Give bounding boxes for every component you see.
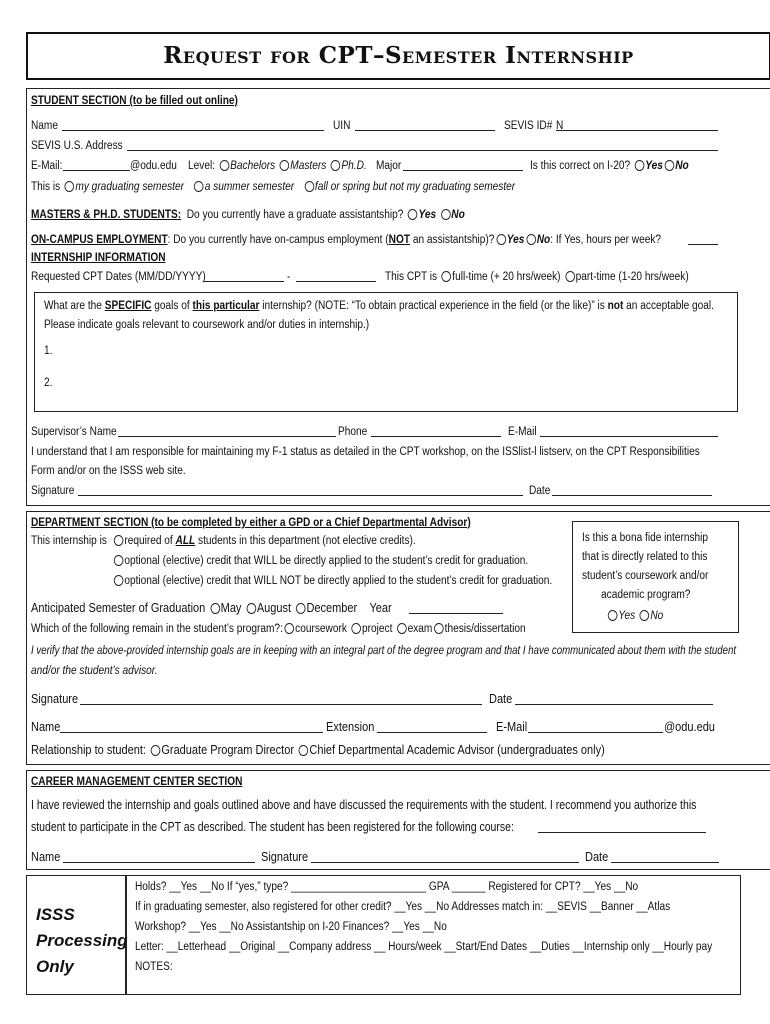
student-section-heading: STUDENT SECTION (to be filled out online) (31, 95, 238, 107)
dept-email-domain: @odu.edu (664, 720, 715, 734)
thesis-radio[interactable] (434, 623, 444, 634)
sem-fall-spring-radio[interactable] (304, 181, 314, 192)
email-field[interactable] (63, 170, 130, 171)
grad-may-radio[interactable] (210, 603, 220, 614)
isss-row-3: Workshop? __Yes __No Assistantship on I-20 Finances? __Yes __No (135, 921, 447, 933)
goals-specific: SPECIFIC (104, 300, 152, 312)
required-all: ALL (175, 535, 196, 547)
anticipated-label: Anticipated Semester of Graduation (31, 601, 206, 615)
grad-december-radio[interactable] (296, 603, 306, 614)
isss-label (36, 902, 128, 980)
sem-fall-spring-label: fall or spring but not my graduating semester (314, 181, 516, 193)
optional-willnot-row (112, 574, 552, 588)
student-date-field[interactable] (552, 495, 712, 496)
optional-will-label: optional (elective) credit that WILL be directly applied to the student’s credit for graduation. (124, 555, 529, 567)
goals-question (44, 299, 714, 313)
goals-text-d: an acceptable goal. (623, 300, 714, 312)
relationship-label: Relationship to student: (31, 743, 146, 757)
career-text-2: student to participate in the CPT as described. The student has been registered for the following course: (31, 820, 514, 834)
career-signature-label: Signature (261, 850, 309, 864)
career-name-label: Name (31, 850, 61, 864)
isss-notes-label: NOTES: (135, 961, 173, 973)
goals-particular: this particular (192, 300, 260, 312)
dept-signature-label: Signature (31, 692, 79, 706)
bona-fide-line-3: student’s coursework and/or (582, 570, 709, 582)
ga-no-radio[interactable] (441, 209, 451, 220)
required-text-b: students in this department (not elective credits). (195, 535, 416, 547)
required-row (112, 534, 416, 548)
masters-question: Do you currently have a graduate assistantship? (186, 209, 404, 221)
remain-row (31, 622, 526, 636)
bona-fide-line-2: that is directly related to this (582, 551, 708, 563)
sem-summer-label: a summer semester (204, 181, 295, 193)
optional-will-row (112, 554, 528, 568)
cpt-end-field[interactable] (296, 281, 376, 282)
career-heading: CAREER MANAGEMENT CENTER SECTION (31, 776, 243, 788)
thesis-label: thesis/dissertation (444, 623, 526, 635)
grad-august-radio[interactable] (246, 603, 256, 614)
career-date-label: Date (585, 850, 609, 864)
level-masters-radio[interactable] (280, 160, 290, 171)
grad-year-label: Year (369, 601, 392, 615)
understand-line-2: Form and/or on the ISSS web site. (31, 465, 186, 477)
level-bachelors-radio[interactable] (220, 160, 230, 171)
dept-extension-field[interactable] (377, 732, 487, 733)
oncampus-question-a: : Do you currently have on-campus employment ( (167, 234, 389, 246)
oncampus-hours: : If Yes, hours per week? (550, 234, 662, 246)
career-date-field[interactable] (611, 862, 719, 863)
optional-will-radio[interactable] (114, 555, 124, 566)
i20-row (530, 159, 689, 173)
student-signature-label: Signature (31, 485, 75, 497)
goal-1[interactable]: 1. (44, 345, 53, 357)
i20-question: Is this correct on I-20? (530, 160, 631, 172)
bona-fide-answer (606, 609, 663, 623)
level-phd-radio[interactable] (331, 160, 341, 171)
uin-label: UIN (333, 120, 351, 132)
cpt-dates-label: Requested CPT Dates (MM/DD/YYYY) (31, 271, 206, 283)
cpt-dates-dash: - (287, 271, 291, 283)
career-name-field[interactable] (63, 862, 255, 863)
oncampus-yes-label: Yes (506, 234, 525, 246)
name-field[interactable] (62, 130, 324, 131)
project-radio[interactable] (351, 623, 361, 634)
bona-fide-yes-label: Yes (618, 610, 636, 622)
exam-radio[interactable] (397, 623, 407, 634)
address-field[interactable] (127, 150, 718, 151)
email-domain: @odu.edu (130, 160, 177, 172)
oncampus-no-label: No (536, 234, 551, 246)
dept-date-field[interactable] (515, 704, 713, 705)
cpt-is-label: This CPT is (385, 271, 438, 283)
exam-label: exam (407, 623, 433, 635)
oncampus-heading: ON-CAMPUS EMPLOYMENT (31, 234, 168, 246)
goals-text-a: What are the (44, 300, 105, 312)
oncampus-yes-radio[interactable] (496, 234, 506, 245)
dept-name-label: Name (31, 720, 61, 734)
gpd-radio[interactable] (151, 745, 161, 756)
grad-year-field[interactable] (409, 613, 503, 614)
parttime-label: part-time (1-20 hrs/week) (575, 271, 689, 283)
bona-fide-yes-radio[interactable] (608, 610, 618, 621)
i20-yes-label: Yes (645, 160, 663, 172)
uin-field[interactable] (355, 130, 495, 131)
isss-label-line-3: Only (36, 957, 74, 976)
required-text-a: required of (124, 535, 176, 547)
verify-line-2: and/or the student’s advisor. (31, 665, 158, 677)
name-label: Name (31, 120, 59, 132)
career-text-1: I have reviewed the internship and goals outlined above and have discussed the requirements with the student. I recommend you authorize this (31, 798, 697, 812)
internship-is-label: This internship is (31, 535, 107, 547)
i20-yes-radio[interactable] (635, 160, 645, 171)
level-phd-label: Ph.D. (341, 160, 367, 172)
bona-fide-line-1: Is this a bona fide internship (582, 532, 709, 544)
bona-fide-no-label: No (650, 610, 664, 622)
sevis-prefix: N (556, 120, 564, 132)
ga-yes-label: Yes (418, 209, 437, 221)
phone-label: Phone (338, 426, 368, 438)
supervisor-field[interactable] (118, 436, 336, 437)
verify-line-1: I verify that the above-provided internship goals are in keeping with an integral part of the degree program and that I have communicated about them with the student (31, 645, 737, 657)
major-label: Major (376, 160, 402, 172)
oncampus-row (31, 233, 661, 247)
major-field[interactable] (403, 170, 523, 171)
level-label: Level: (188, 160, 216, 172)
fulltime-label: full-time (+ 20 hrs/week) (452, 271, 561, 283)
coursework-label: coursework (295, 623, 347, 635)
isss-row-1: Holds? __Yes __No If “yes,” type? ________________________ GPA ______ Registered for CPT? __Yes __No (135, 881, 639, 893)
sup-email-field[interactable] (540, 436, 718, 437)
internship-heading: INTERNSHIP INFORMATION (31, 252, 166, 264)
semester-type-row (31, 180, 515, 194)
oncampus-question-b: an assistantship)? (410, 234, 495, 246)
anticipated-row (31, 601, 392, 615)
goals-text-c: internship? (NOTE: “To obtain practical experience in the field (or the like)” is (259, 300, 608, 312)
isss-label-line-2: Processing (36, 931, 128, 950)
goals-line-2: Please indicate goals relevant to coursework and/or duties in internship.) (44, 319, 370, 331)
level-masters-label: Masters (290, 160, 327, 172)
optional-willnot-label: optional (elective) credit that WILL NOT be directly applied to the student’s credit for graduation. (124, 575, 553, 587)
masters-row (31, 208, 465, 222)
this-is-label: This is (31, 181, 61, 193)
oncampus-hours-field[interactable] (688, 244, 718, 245)
sevis-id-label: SEVIS ID# (504, 120, 553, 132)
grad-august-label: August (256, 601, 292, 615)
isss-row-4: Letter: __Letterhead __Original __Company address __ Hours/week __Start/End Dates __Duties __Internship only __Hourly pay (135, 941, 713, 953)
chief-advisor-label: Chief Departmental Academic Advisor (undergraduates only) (309, 743, 605, 757)
dept-extension-label: Extension (326, 720, 375, 734)
masters-heading: MASTERS & PH.D. STUDENTS: (31, 209, 182, 221)
student-date-label: Date (529, 485, 551, 497)
fulltime-radio[interactable] (442, 271, 452, 282)
bona-fide-no-radio[interactable] (640, 610, 650, 621)
cpt-type-row (385, 270, 689, 284)
level-bachelors-label: Bachelors (230, 160, 276, 172)
gpd-label: Graduate Program Director (161, 743, 295, 757)
department-heading: DEPARTMENT SECTION (to be completed by either a GPD or a Chief Departmental Advisor) (31, 517, 471, 529)
email-label: E-Mail: (31, 160, 63, 172)
dept-signature-field[interactable] (80, 704, 482, 705)
student-signature-field[interactable] (78, 495, 523, 496)
cpt-start-field[interactable] (204, 281, 284, 282)
level-row (188, 159, 367, 173)
oncampus-not: NOT (388, 234, 411, 246)
project-label: project (362, 623, 393, 635)
oncampus-no-radio[interactable] (526, 234, 536, 245)
sevis-id-field[interactable] (556, 130, 718, 131)
career-course-field[interactable] (538, 832, 706, 833)
career-signature-field[interactable] (311, 862, 579, 863)
isss-row-2: If in graduating semester, also registered for other credit? __Yes __No Addresses match in: __SEVIS __Banner __Atlas (135, 901, 671, 913)
i20-no-label: No (675, 160, 689, 172)
bona-fide-line-4: academic program? (601, 589, 691, 601)
goals-text-b: goals of (151, 300, 193, 312)
goals-not: not (607, 300, 624, 312)
address-label: SEVIS U.S. Address (31, 140, 123, 152)
sem-summer-radio[interactable] (194, 181, 204, 192)
understand-line-1: I understand that I am responsible for maintaining my F-1 status as detailed in the CPT workshop, on the ISSlist-l listserv, on the CPT Responsibilities (31, 446, 700, 458)
parttime-radio[interactable] (565, 271, 575, 282)
dept-email-field[interactable] (528, 732, 663, 733)
sem-graduating-label: my graduating semester (75, 181, 184, 193)
relationship-row (31, 743, 605, 757)
sup-email-label: E-Mail (508, 426, 537, 438)
phone-field[interactable] (371, 436, 501, 437)
coursework-radio[interactable] (285, 623, 295, 634)
dept-name-field[interactable] (60, 732, 323, 733)
i20-no-radio[interactable] (665, 160, 675, 171)
ga-yes-radio[interactable] (408, 209, 418, 220)
grad-may-label: May (220, 601, 242, 615)
ga-no-label: No (451, 209, 465, 221)
supervisor-label: Supervisor’s Name (31, 426, 117, 438)
goal-2[interactable]: 2. (44, 377, 53, 389)
chief-advisor-radio[interactable] (299, 745, 309, 756)
required-radio[interactable] (114, 535, 124, 546)
sem-graduating-radio[interactable] (65, 181, 75, 192)
optional-willnot-radio[interactable] (114, 575, 124, 586)
dept-email-label: E-Mail (496, 720, 528, 734)
isss-label-line-1: ISSS (36, 905, 75, 924)
grad-december-label: December (306, 601, 358, 615)
remain-label: Which of the following remain in the student’s program?: (31, 623, 283, 635)
form-title: Request for CPT–Semester Internship (26, 32, 770, 80)
dept-date-label: Date (489, 692, 513, 706)
